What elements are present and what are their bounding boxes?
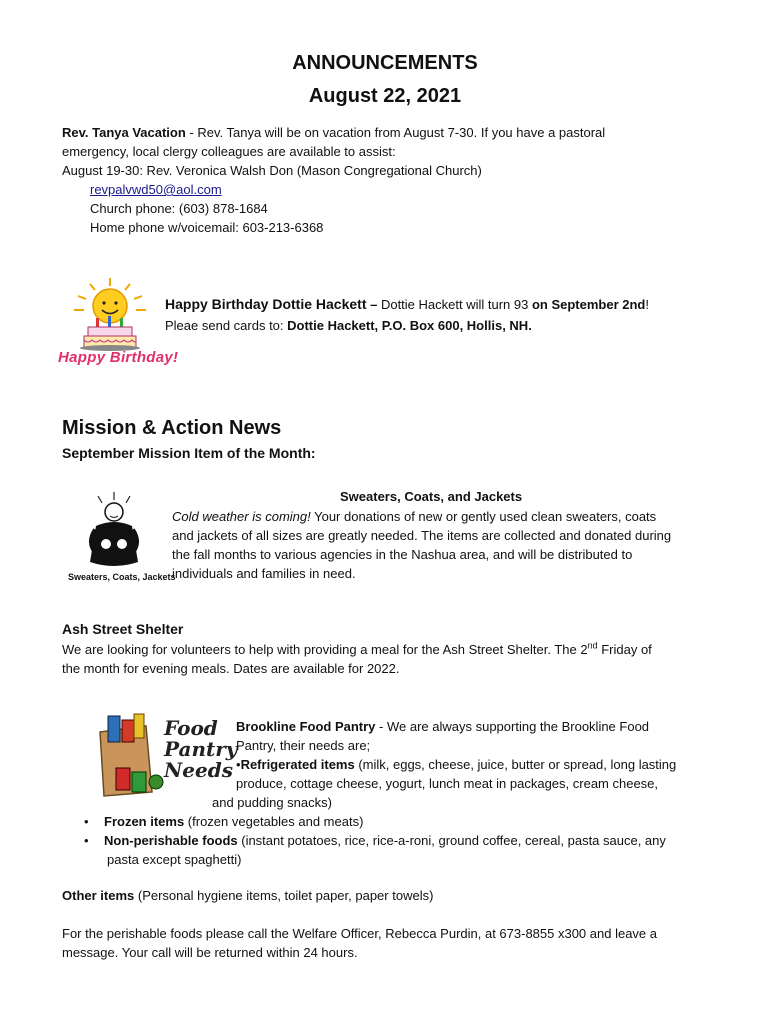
email-link[interactable]: revpalvwd50@aol.com [90,182,222,197]
mission-heading: Mission & Action News [62,417,282,439]
birthday-line-1: Happy Birthday Dottie Hackett – Dottie Hackett will turn 93 on September 2nd! [165,296,650,312]
vacation-line-1: Rev. Tanya Vacation - Rev. Tanya will be on vacation from August 7-30. If you have a pastoral [62,125,606,140]
perishable-line-2: message. Your call will be returned within 24 hours. [62,945,358,960]
food-pantry-image [94,712,238,800]
birthday-cake-image [58,276,179,368]
pantry-line-2: Pantry, their needs are; [236,738,371,753]
birthday-title: Happy Birthday Dottie Hackett [165,296,367,312]
shelter-line-1: We are looking for volunteers to help with providing a meal for the Ash Street Shelter. The 2nd Friday of [62,640,652,657]
pantry-line-1: Brookline Food Pantry - We are always supporting the Brookline Food [236,719,650,734]
page-title: ANNOUNCEMENTS [292,52,478,74]
vacation-title: Rev. Tanya Vacation [62,125,186,140]
vacation-line-2: emergency, local clergy colleagues are available to assist: [62,144,396,159]
perishable-line-1: For the perishable foods please call the Welfare Officer, Rebecca Purdin, at 673-8855 x300 and leave a [62,926,657,941]
food-image-text-3: Needs [164,758,233,782]
food-image-text-1: Food [164,716,218,740]
page-date: August 22, 2021 [308,85,462,107]
birthday-line-2: Pleae send cards to: Dottie Hackett, P.O. Box 600, Hollis, NH. [165,318,532,333]
food-image-text-2: Pantry [164,737,238,761]
pantry-title: Brookline Food Pantry [236,719,376,734]
nonperishable-line-2: pasta except spaghetti) [107,852,242,867]
sweater-image [66,490,176,586]
mission-line-3: the fall months to various agencies in the Nashua area, and will be distributed to [172,547,633,562]
nonperishable-item: • Non-perishable foods (instant potatoes, rice, rice-a-roni, ground coffee, cereal, pasta sauce, any [84,833,666,848]
home-phone: Home phone w/voicemail: 603-213-6368 [90,220,324,235]
frozen-item: • Frozen items (frozen vegetables and meats) [84,814,364,829]
mission-line-2: and jackets of all sizes are greatly needed. The items are collected and donated during [172,528,672,543]
mission-line-4: individuals and families in need. [172,566,356,581]
mission-item-title: Sweaters, Coats, and Jackets [340,489,523,504]
refrigerated-item: •Refrigerated items (milk, eggs, cheese, juice, butter or spread, long lasting [236,757,677,772]
happy-birthday-image-text: Happy Birthday! [58,349,179,366]
refrigerated-line-3: and pudding snacks) [212,795,332,810]
mission-line-1: Cold weather is coming! Your donations of new or gently used clean sweaters, coats [172,509,657,524]
mission-subheading: September Mission Item of the Month: [62,445,316,461]
birthday-address: Dottie Hackett, P.O. Box 600, Hollis, NH. [287,318,532,333]
other-items: Other items (Personal hygiene items, toilet paper, paper towels) [62,888,434,903]
shelter-title: Ash Street Shelter [62,621,184,637]
refrigerated-line-2: produce, cottage cheese, yogurt, lunch meat in packages, cream cheese, [236,776,659,791]
sweater-image-caption: Sweaters, Coats, Jackets [68,572,176,582]
vacation-line-3: August 19-30: Rev. Veronica Walsh Don (Mason Congregational Church) [62,163,482,178]
shelter-line-2: the month for evening meals. Dates are available for 2022. [62,661,400,676]
church-phone: Church phone: (603) 878-1684 [90,201,268,216]
